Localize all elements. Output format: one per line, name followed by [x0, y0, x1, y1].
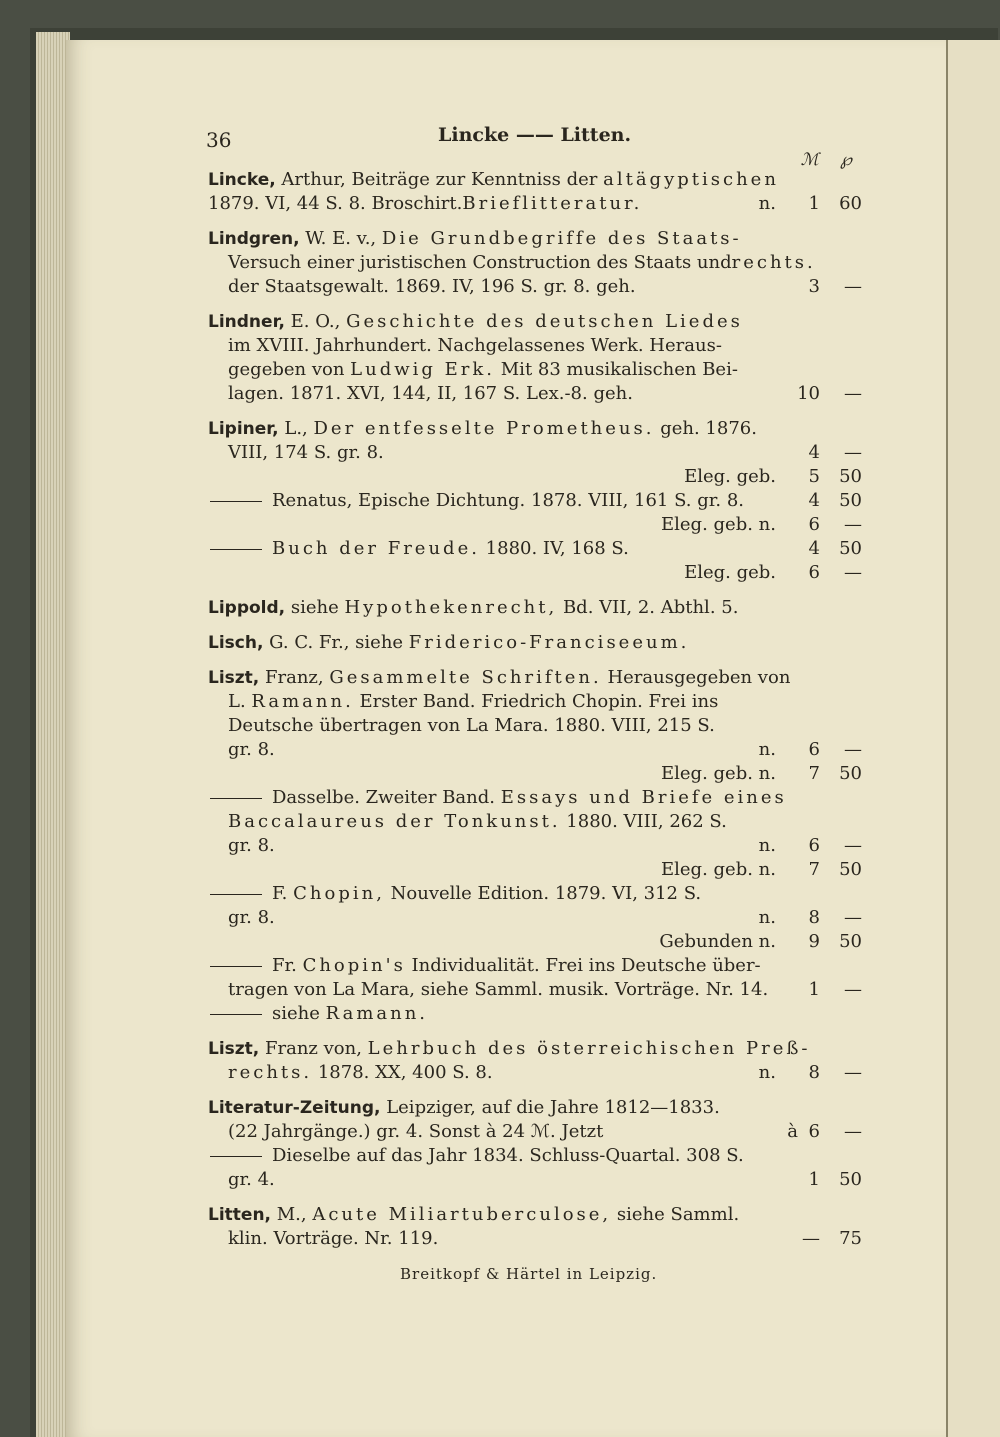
- entry-spaced-title: Die Grundbegriffe des Staats-: [381, 228, 742, 249]
- price: [778, 275, 868, 299]
- price: [778, 930, 868, 954]
- entry-text: G. C. Fr., siehe: [263, 632, 409, 653]
- entry-line: [208, 441, 868, 465]
- entry-line: [208, 1120, 868, 1144]
- price-pfennig: 50: [839, 538, 862, 559]
- entry-text: Individualität. Frei ins Deutsche über-: [405, 955, 761, 976]
- price-mark: 6: [808, 562, 820, 583]
- price-mark: 6: [808, 514, 820, 535]
- entry-text: Franz von,: [259, 1038, 368, 1059]
- entry-line: [208, 930, 868, 954]
- entry-spaced-title: Friderico-Franciseeum.: [408, 632, 690, 653]
- entry-line: [208, 192, 868, 216]
- entry-text: 1880. IV, 168 S.: [479, 538, 629, 559]
- price-pfennig: —: [844, 562, 862, 583]
- binding-label: Eleg. geb.: [661, 763, 753, 784]
- entry-text: W. E. v.,: [299, 228, 382, 249]
- price: [778, 465, 868, 489]
- entry-spaced-title: rechts.: [228, 1062, 313, 1083]
- entry-text: (22 Jahrgänge.) gr. 4. Sonst à 24 ℳ. Jetzt: [228, 1121, 604, 1142]
- entry-heading: Liszt,: [208, 1039, 260, 1059]
- price: [778, 978, 868, 1002]
- binding-note: [661, 858, 776, 882]
- price-mark: 1: [808, 979, 820, 1000]
- price: [778, 192, 868, 216]
- entry-heading: Liszt,: [208, 668, 260, 688]
- entry-text: klin. Vorträge. Nr. 119.: [228, 1228, 439, 1249]
- price: [778, 489, 868, 513]
- price-mark: 5: [808, 466, 820, 487]
- price-pfennig: 50: [839, 859, 862, 880]
- net-price-mark: n.: [758, 763, 776, 784]
- net-price-mark: n.: [758, 514, 776, 535]
- entry-heading: Lisch,: [208, 633, 264, 653]
- price-mark: 6: [808, 835, 820, 856]
- price: [778, 738, 868, 762]
- entry-line: [208, 358, 868, 382]
- entry-line: [208, 489, 868, 513]
- entry-text: Bd. VII, 2. Abthl. 5.: [557, 597, 739, 618]
- price-mark: 4: [808, 490, 820, 511]
- entry-text: Arthur, Beiträge zur Kenntniss der: [275, 169, 604, 190]
- catalog-entries: [208, 168, 868, 1262]
- entry-line: [208, 537, 868, 561]
- entry-text: Dasselbe. Zweiter Band.: [272, 787, 501, 808]
- entry-text: lagen. 1871. XVI, 144, II, 167 S. Lex.-8. geh.: [228, 383, 633, 404]
- entry-line: [208, 310, 868, 334]
- price-mark: 8: [808, 907, 820, 928]
- entry-spaced-title: Essays und Briefe eines: [500, 787, 787, 808]
- price-pfennig: —: [844, 835, 862, 856]
- entry-line: [208, 513, 868, 537]
- entry-heading: Lindner,: [208, 312, 285, 332]
- entry-text: gr. 8.: [228, 835, 275, 856]
- price-pfennig: 50: [839, 763, 862, 784]
- entry-line: [208, 882, 868, 906]
- net-price-mark: n.: [758, 193, 776, 214]
- binding-label: Eleg. geb.: [661, 514, 753, 535]
- entry-heading: Lippold,: [208, 598, 286, 618]
- binding-note: [759, 906, 776, 930]
- entry-text: F.: [272, 883, 294, 904]
- price-pfennig: —: [844, 514, 862, 535]
- page-header: [206, 124, 866, 170]
- price-mark: 8: [808, 1062, 820, 1083]
- price-pfennig: —: [844, 1121, 862, 1142]
- entry-text: Deutsche übertragen von La Mara. 1880. VIII, 215 S.: [228, 715, 715, 736]
- price: [778, 906, 868, 930]
- binding-note: [759, 1061, 776, 1085]
- price: [778, 561, 868, 585]
- price-pfennig: —: [844, 442, 862, 463]
- entry-text: Herausgegeben von: [601, 667, 791, 688]
- catalog-entry: [208, 310, 868, 406]
- entry-text: Fr.: [272, 955, 303, 976]
- entry-text: Renatus, Epische Dichtung. 1878. VIII, 161 S. gr. 8.: [272, 490, 744, 511]
- price-pfennig: 50: [839, 1169, 862, 1190]
- entry-line: [208, 1061, 868, 1085]
- entry-text: Leipziger, auf die Jahre 1812—1833.: [380, 1097, 720, 1118]
- entry-line: [208, 1144, 868, 1168]
- entry-spaced-title: rechts.: [731, 252, 816, 273]
- entry-text: geh. 1876.: [654, 418, 757, 439]
- price: [778, 513, 868, 537]
- entry-spaced-title: Gesammelte Schriften.: [329, 667, 602, 688]
- entry-spaced-title: Lehrbuch des österreichischen Preß-: [367, 1038, 811, 1059]
- binding-label: Gebunden: [659, 931, 753, 952]
- price: [778, 762, 868, 786]
- entry-spaced-title: altägyptischen: [603, 169, 779, 190]
- entry-text: gegeben von: [228, 359, 351, 380]
- catalog-entry: [208, 417, 868, 585]
- price-pfennig: 75: [839, 1228, 862, 1249]
- entry-text: gr. 4.: [228, 1169, 275, 1190]
- entry-line: [208, 1002, 868, 1026]
- entry-text: siehe Samml.: [611, 1204, 740, 1225]
- catalog-entry: [208, 596, 868, 620]
- catalog-entry: [208, 1037, 868, 1085]
- price-mark: —: [802, 1228, 820, 1249]
- entry-line: [208, 417, 868, 441]
- price: [778, 1168, 868, 1192]
- price-pfennig: —: [844, 979, 862, 1000]
- catalog-entry: [208, 631, 868, 655]
- entry-line: [208, 275, 868, 299]
- entry-line: [208, 596, 868, 620]
- price-pfennig: —: [844, 739, 862, 760]
- binding-label: Eleg. geb.: [661, 859, 753, 880]
- net-price-mark: n.: [758, 859, 776, 880]
- entry-text: L.: [228, 691, 252, 712]
- entry-spaced-title: Ludwig Erk.: [350, 359, 496, 380]
- price-pfennig: —: [844, 907, 862, 928]
- entry-heading: Lincke,: [208, 170, 276, 190]
- price-each-mark: à: [787, 1121, 798, 1142]
- entry-line: [208, 858, 868, 882]
- entry-text: Mit 83 musikalischen Bei-: [495, 359, 738, 380]
- net-price-mark: n.: [758, 1062, 776, 1083]
- entry-line: [208, 906, 868, 930]
- entry-line: [208, 978, 868, 1002]
- running-head: Lincke —— Litten.: [438, 124, 632, 146]
- price: [778, 1120, 868, 1144]
- entry-heading: Lipiner,: [208, 419, 279, 439]
- entry-line: [208, 631, 868, 655]
- price-pfennig: 50: [839, 931, 862, 952]
- entry-text: E. O.,: [284, 311, 347, 332]
- entry-line: [208, 1037, 868, 1061]
- entry-spaced-title: Hypothekenrecht,: [344, 597, 558, 618]
- entry-text: gr. 8.: [228, 739, 275, 760]
- price-mark: 4: [808, 538, 820, 559]
- entry-spaced-title: Ramann.: [325, 1003, 429, 1024]
- entry-text: 1880. VIII, 262 S.: [560, 811, 727, 832]
- currency-column-head: ℳ ℘: [800, 150, 860, 170]
- publisher-footer: Breitkopf & Härtel in Leipzig.: [400, 1265, 658, 1283]
- catalog-entry: [208, 227, 868, 299]
- entry-line: [208, 810, 868, 834]
- entry-heading: Literatur-Zeitung,: [208, 1098, 381, 1118]
- entry-text: tragen von La Mara, siehe Samml. musik. Vorträge. Nr. 14.: [228, 979, 769, 1000]
- entry-spaced-title: Der entfesselte Prometheus.: [313, 418, 655, 439]
- entry-text: Dieselbe auf das Jahr 1834. Schluss-Quartal. 308 S.: [272, 1145, 744, 1166]
- price-mark: 1: [808, 1169, 820, 1190]
- entry-spaced-title: Chopin,: [293, 883, 385, 904]
- entry-spaced-title: Geschichte des deutschen Liedes: [346, 311, 743, 332]
- entry-line: [208, 1203, 868, 1227]
- entry-text: VIII, 174 S. gr. 8.: [228, 442, 384, 463]
- entry-line: [208, 168, 868, 192]
- entry-text: L.,: [278, 418, 314, 439]
- price-pfennig: 60: [839, 193, 862, 214]
- entry-text: siehe: [285, 597, 345, 618]
- price-mark: 7: [808, 859, 820, 880]
- price-mark: 6: [808, 1121, 820, 1142]
- entry-spaced-title: Chopin's: [302, 955, 406, 976]
- entry-text: Franz,: [259, 667, 330, 688]
- entry-line: [208, 1168, 868, 1192]
- price-pfennig: 50: [839, 466, 862, 487]
- price-mark: 10: [797, 383, 820, 404]
- entry-text: Versuch einer juristischen Construction des Staats und: [228, 252, 732, 273]
- binding-note: [661, 513, 776, 537]
- net-price-mark: n.: [758, 739, 776, 760]
- price-mark: 6: [808, 739, 820, 760]
- entry-text: 1879. VI, 44 S. 8. Broschirt.: [208, 193, 463, 214]
- entry-line: [208, 690, 868, 714]
- price: [778, 382, 868, 406]
- entry-text: gr. 8.: [228, 907, 275, 928]
- entry-line: [208, 465, 868, 489]
- entry-line: [208, 334, 868, 358]
- catalog-entry: [208, 168, 868, 216]
- entry-line: [208, 738, 868, 762]
- entry-text: Erster Band. Friedrich Chopin. Frei ins: [353, 691, 719, 712]
- binding-note: [684, 561, 776, 585]
- price-mark: 4: [808, 442, 820, 463]
- page-number: 36: [206, 128, 232, 152]
- entry-text: 1878. XX, 400 S. 8.: [312, 1062, 493, 1083]
- entry-text: im XVIII. Jahrhundert. Nachgelassenes Werk. Heraus-: [228, 335, 722, 356]
- catalog-entry: [208, 666, 868, 1026]
- entry-heading: Litten,: [208, 1205, 272, 1225]
- price: [778, 858, 868, 882]
- binding-note: [661, 762, 776, 786]
- entry-line: [208, 382, 868, 406]
- price: [778, 1061, 868, 1085]
- net-price-mark: n.: [758, 835, 776, 856]
- entry-text: Nouvelle Edition. 1879. VI, 312 S.: [384, 883, 702, 904]
- price: [778, 834, 868, 858]
- price: [778, 1227, 868, 1251]
- binding-note: [684, 465, 776, 489]
- entry-line: [208, 714, 868, 738]
- price-mark: 3: [808, 276, 820, 297]
- entry-spaced-title: Baccalaureus der Tonkunst.: [228, 811, 561, 832]
- entry-text: siehe: [272, 1003, 326, 1024]
- price-mark: 1: [808, 193, 820, 214]
- entry-line: [208, 1096, 868, 1120]
- binding-note: [759, 192, 776, 216]
- entry-line: [208, 954, 868, 978]
- entry-line: [208, 561, 868, 585]
- entry-line: [208, 786, 868, 810]
- binding-label: Eleg. geb.: [684, 562, 776, 583]
- net-price-mark: n.: [758, 907, 776, 928]
- catalog-entry: [208, 1203, 868, 1251]
- entry-spaced-title: Acute Miliartuberculose,: [312, 1204, 612, 1225]
- price-mark: 7: [808, 763, 820, 784]
- price-pfennig: —: [844, 276, 862, 297]
- net-price-mark: n.: [758, 931, 776, 952]
- price-pfennig: 50: [839, 490, 862, 511]
- entry-text: der Staatsgewalt. 1869. IV, 196 S. gr. 8. geh.: [228, 276, 636, 297]
- entry-line: [208, 1227, 868, 1251]
- entry-line: [208, 251, 868, 275]
- binding-note: [759, 738, 776, 762]
- entry-line: [208, 227, 868, 251]
- entry-line: [208, 762, 868, 786]
- entry-spaced-title: Brieflitteratur.: [462, 193, 643, 214]
- catalog-entry: [208, 1096, 868, 1192]
- entry-line: [208, 666, 868, 690]
- entry-spaced-title: Ramann.: [251, 691, 354, 712]
- price-pfennig: —: [844, 1062, 862, 1083]
- price-pfennig: —: [844, 383, 862, 404]
- entry-text: M.,: [271, 1204, 313, 1225]
- entry-spaced-title: Buch der Freude.: [272, 538, 480, 559]
- price-mark: 9: [808, 931, 820, 952]
- entry-heading: Lindgren,: [208, 229, 300, 249]
- price: [778, 537, 868, 561]
- binding-label: Eleg. geb.: [684, 466, 776, 487]
- binding-note: [759, 834, 776, 858]
- binding-note: [659, 930, 776, 954]
- entry-line: [208, 834, 868, 858]
- price: [778, 441, 868, 465]
